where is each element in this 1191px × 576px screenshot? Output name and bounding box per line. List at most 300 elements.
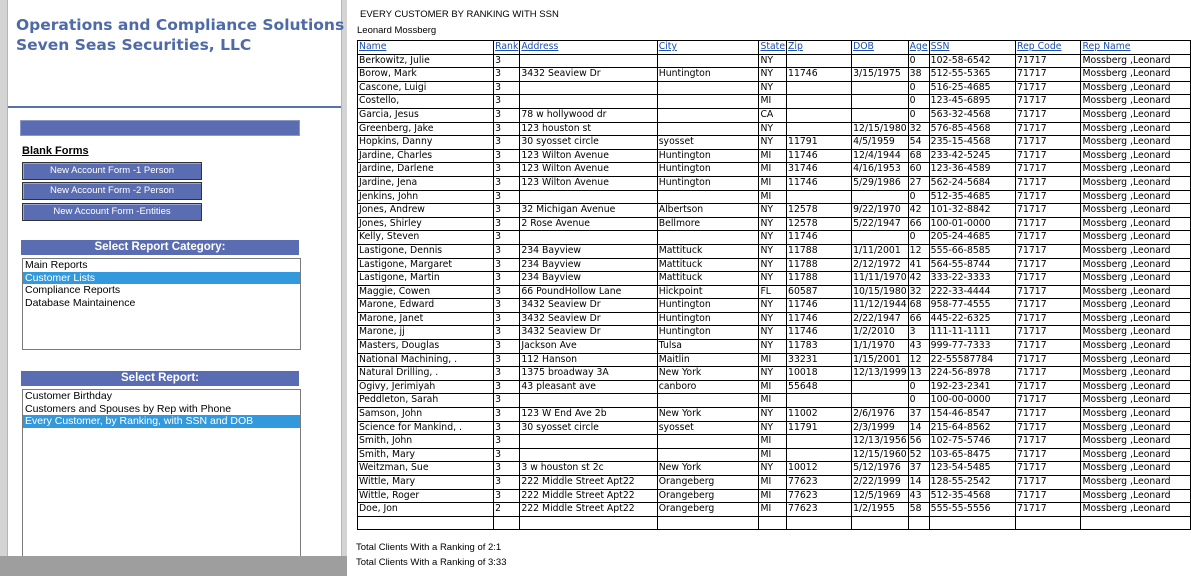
cell-rep-name: Mossberg ,Leonard (1081, 68, 1191, 82)
table-row (358, 353, 1191, 367)
cell-zip: 11791 (787, 136, 852, 150)
cell-state: NY (759, 244, 787, 258)
app-title-line2: Seven Seas Securities, LLC (16, 36, 252, 54)
cell-rank: 3 (494, 149, 520, 163)
cell-rep-code: 71717 (1016, 421, 1081, 435)
cell-dob: 9/22/1970 (852, 204, 909, 218)
cell-rank: 3 (494, 326, 520, 340)
table-row (358, 408, 1191, 422)
table-row (358, 95, 1191, 109)
cell-zip: 11746 (787, 299, 852, 313)
select-report-heading: Select Report: (21, 371, 299, 386)
cell-dob: 4/5/1959 (852, 136, 909, 150)
cell-state: MI (759, 176, 787, 190)
cell-address (520, 190, 657, 204)
cell-rep-name: Mossberg ,Leonard (1081, 190, 1191, 204)
cell-ssn: 512-35-4685 (929, 190, 1015, 204)
cell-name: Marone, jj (358, 326, 494, 340)
cell-age: 32 (908, 285, 929, 299)
cell-ssn: 205-24-4685 (929, 231, 1015, 245)
cell-name (358, 516, 494, 530)
cell-city: Orangeberg (657, 503, 759, 517)
cell-dob: 2/6/1976 (852, 408, 909, 422)
cell-dob: 12/5/1969 (852, 489, 909, 503)
cell-rank: 3 (494, 476, 520, 490)
cell-age: 68 (908, 149, 929, 163)
cell-dob (852, 54, 909, 68)
cell-name: Masters, Douglas (358, 340, 494, 354)
col-header-name[interactable]: Name (358, 41, 494, 55)
cell-rep-name (1081, 516, 1191, 530)
cell-name: Jardine, Charles (358, 149, 494, 163)
total-rank-3: Total Clients With a Ranking of 3:33 (356, 557, 507, 568)
cell-rep-code: 71717 (1016, 340, 1081, 354)
cell-rank: 3 (494, 272, 520, 286)
cell-name: Costello, (358, 95, 494, 109)
cell-dob: 12/4/1944 (852, 149, 909, 163)
cell-ssn: 512-35-4568 (929, 489, 1015, 503)
cell-state: NY (759, 408, 787, 422)
cell-dob: 5/22/1947 (852, 217, 909, 231)
cell-state: MI (759, 489, 787, 503)
cell-address: 1375 broadway 3A (520, 367, 657, 381)
cell-rep-name: Mossberg ,Leonard (1081, 503, 1191, 517)
cell-zip: 11746 (787, 231, 852, 245)
col-header-state[interactable]: State (759, 41, 787, 55)
cell-rep-name: Mossberg ,Leonard (1081, 312, 1191, 326)
cell-name: Jones, Shirley (358, 217, 494, 231)
cell-city: Tulsa (657, 340, 759, 354)
table-row (358, 312, 1191, 326)
cell-city: canboro (657, 380, 759, 394)
cell-rep-code: 71717 (1016, 136, 1081, 150)
report-panel (347, 0, 1191, 576)
cell-city: Orangeberg (657, 489, 759, 503)
cell-rep-code: 71717 (1016, 81, 1081, 95)
cell-rank: 3 (494, 408, 520, 422)
cell-city: Mattituck (657, 244, 759, 258)
cell-dob: 1/2/1955 (852, 503, 909, 517)
cell-rank: 3 (494, 435, 520, 449)
cell-ssn: 224-56-8978 (929, 367, 1015, 381)
cell-name: Jardine, Darlene (358, 163, 494, 177)
cell-state: NY (759, 204, 787, 218)
cell-rep-name: Mossberg ,Leonard (1081, 408, 1191, 422)
cell-ssn: 233-42-5245 (929, 149, 1015, 163)
table-row (358, 68, 1191, 82)
cell-age: 58 (908, 503, 929, 517)
cell-age: 43 (908, 340, 929, 354)
cell-ssn: 512-55-5365 (929, 68, 1015, 82)
total-rank-2: Total Clients With a Ranking of 2:1 (356, 542, 502, 553)
cell-ssn: 22-55587784 (929, 353, 1015, 367)
cell-rank: 3 (494, 68, 520, 82)
cell-rank: 3 (494, 122, 520, 136)
cell-rep-name: Mossberg ,Leonard (1081, 54, 1191, 68)
cell-state: CA (759, 108, 787, 122)
cell-name: Lastigone, Dennis (358, 244, 494, 258)
cell-dob: 3/15/1975 (852, 68, 909, 82)
cell-age: 42 (908, 272, 929, 286)
cell-state: NY (759, 367, 787, 381)
cell-dob: 10/15/1980 (852, 285, 909, 299)
cell-state: MI (759, 163, 787, 177)
cell-ssn: 102-58-6542 (929, 54, 1015, 68)
cell-name: Hopkins, Danny (358, 136, 494, 150)
cell-ssn: 103-65-8475 (929, 448, 1015, 462)
cell-address: 222 Middle Street Apt22 (520, 476, 657, 490)
cell-dob: 1/1/1970 (852, 340, 909, 354)
table-row (358, 476, 1191, 490)
left-footer-strip (0, 556, 347, 576)
cell-state: NY (759, 258, 787, 272)
cell-zip: 31746 (787, 163, 852, 177)
cell-ssn (929, 516, 1015, 530)
cell-rank: 3 (494, 136, 520, 150)
cell-age: 43 (908, 489, 929, 503)
cell-city: Huntington (657, 299, 759, 313)
cell-state: MI (759, 190, 787, 204)
cell-rep-name: Mossberg ,Leonard (1081, 285, 1191, 299)
col-header-ssn[interactable]: SSN (929, 41, 1015, 55)
cell-rep-name: Mossberg ,Leonard (1081, 122, 1191, 136)
col-header-dob[interactable]: DOB (852, 41, 909, 55)
cell-rank: 3 (494, 489, 520, 503)
cell-zip (787, 394, 852, 408)
cell-age: 14 (908, 421, 929, 435)
cell-rep-name: Mossberg ,Leonard (1081, 462, 1191, 476)
cell-rank: 3 (494, 340, 520, 354)
cell-dob: 4/16/1953 (852, 163, 909, 177)
cell-zip (787, 54, 852, 68)
cell-state: MI (759, 380, 787, 394)
cell-rank: 3 (494, 108, 520, 122)
col-header-city[interactable]: City (657, 41, 759, 55)
cell-address: 234 Bayview (520, 272, 657, 286)
cell-rank: 3 (494, 258, 520, 272)
cell-city (657, 435, 759, 449)
new-account-2-person-button[interactable]: New Account Form -2 Person (22, 182, 202, 200)
cell-dob: 2/3/1999 (852, 421, 909, 435)
cell-address: 234 Bayview (520, 244, 657, 258)
cell-dob (852, 81, 909, 95)
cell-dob: 11/11/1970 (852, 272, 909, 286)
cell-name: Wittle, Roger (358, 489, 494, 503)
cell-city (657, 190, 759, 204)
cell-ssn: 555-55-5556 (929, 503, 1015, 517)
cell-rep-code: 71717 (1016, 272, 1081, 286)
cell-address: 222 Middle Street Apt22 (520, 489, 657, 503)
cell-age: 0 (908, 95, 929, 109)
category-option-main-reports[interactable]: Main Reports (25, 259, 88, 271)
cell-age: 3 (908, 326, 929, 340)
cell-rep-name: Mossberg ,Leonard (1081, 380, 1191, 394)
cell-address: 3 w houston st 2c (520, 462, 657, 476)
cell-age: 37 (908, 408, 929, 422)
cell-dob: 2/22/1999 (852, 476, 909, 490)
cell-zip: 60587 (787, 285, 852, 299)
cell-zip (787, 81, 852, 95)
table-row (358, 149, 1191, 163)
report-option-customer-birthday[interactable]: Customer Birthday (25, 390, 112, 402)
cell-city: Bellmore (657, 217, 759, 231)
cell-rank: 2 (494, 503, 520, 517)
cell-ssn: 192-23-2341 (929, 380, 1015, 394)
cell-rep-name: Mossberg ,Leonard (1081, 299, 1191, 313)
cell-state: MI (759, 435, 787, 449)
cell-rep-name: Mossberg ,Leonard (1081, 272, 1191, 286)
cell-state: NY (759, 54, 787, 68)
cell-rep-code: 71717 (1016, 244, 1081, 258)
cell-city: Huntington (657, 326, 759, 340)
cell-rep-name: Mossberg ,Leonard (1081, 421, 1191, 435)
cell-address (520, 516, 657, 530)
cell-rep-name: Mossberg ,Leonard (1081, 204, 1191, 218)
col-header-rep-name[interactable]: Rep Name (1081, 41, 1191, 55)
category-option-database-maintenance[interactable]: Database Maintainence (25, 296, 136, 309)
cell-zip: 11788 (787, 272, 852, 286)
cell-rep-code: 71717 (1016, 448, 1081, 462)
cell-city: New York (657, 367, 759, 381)
cell-rep-name: Mossberg ,Leonard (1081, 367, 1191, 381)
cell-name: Peddleton, Sarah (358, 394, 494, 408)
cell-address: 78 w hollywood dr (520, 108, 657, 122)
cell-city: Orangeberg (657, 476, 759, 490)
cell-ssn: 111-11-1111 (929, 326, 1015, 340)
cell-ssn: 562-24-5684 (929, 176, 1015, 190)
cell-ssn: 123-54-5485 (929, 462, 1015, 476)
cell-address: 123 Wilton Avenue (520, 176, 657, 190)
cell-name: Doe, Jon (358, 503, 494, 517)
cell-rank: 3 (494, 394, 520, 408)
cell-address: 3432 Seaview Dr (520, 299, 657, 313)
left-panel (0, 0, 347, 576)
cell-ssn: 101-32-8842 (929, 204, 1015, 218)
cell-age: 14 (908, 476, 929, 490)
cell-name: Greenberg, Jake (358, 122, 494, 136)
cell-zip: 11783 (787, 340, 852, 354)
cell-ssn: 555-66-8585 (929, 244, 1015, 258)
cell-state: MI (759, 95, 787, 109)
cell-name: Kelly, Steven (358, 231, 494, 245)
cell-dob: 2/12/1972 (852, 258, 909, 272)
cell-state: MI (759, 448, 787, 462)
cell-rep-code: 71717 (1016, 149, 1081, 163)
cell-state: FL (759, 285, 787, 299)
cell-rep-code (1016, 516, 1081, 530)
table-row (358, 244, 1191, 258)
report-list[interactable] (22, 389, 301, 557)
cell-name: Borow, Mark (358, 68, 494, 82)
cell-zip: 11746 (787, 68, 852, 82)
cell-dob: 11/12/1944 (852, 299, 909, 313)
cell-age: 0 (908, 108, 929, 122)
new-account-entities-button[interactable]: New Account Form -Entities (22, 203, 202, 221)
cell-state: MI (759, 476, 787, 490)
cell-rep-code: 71717 (1016, 489, 1081, 503)
cell-rank: 3 (494, 244, 520, 258)
cell-address: 30 syosset circle (520, 421, 657, 435)
cell-rep-code: 71717 (1016, 312, 1081, 326)
col-header-age[interactable]: Age (908, 41, 929, 55)
table-row (358, 81, 1191, 95)
cell-name: Garcia, Jesus (358, 108, 494, 122)
cell-address (520, 54, 657, 68)
cell-rank: 3 (494, 421, 520, 435)
cell-rank: 3 (494, 54, 520, 68)
cell-age: 0 (908, 231, 929, 245)
cell-rank: 3 (494, 81, 520, 95)
col-header-rep-code[interactable]: Rep Code (1016, 41, 1081, 55)
report-category-list[interactable] (22, 258, 301, 350)
cell-rank: 3 (494, 190, 520, 204)
cell-zip: 33231 (787, 353, 852, 367)
cell-rank: 3 (494, 163, 520, 177)
cell-rep-code: 71717 (1016, 435, 1081, 449)
table-row (358, 272, 1191, 286)
cell-age: 0 (908, 81, 929, 95)
cell-zip: 11788 (787, 244, 852, 258)
cell-age: 38 (908, 68, 929, 82)
cell-state: NY (759, 340, 787, 354)
cell-city: Hickpoint (657, 285, 759, 299)
cell-city: Mattituck (657, 272, 759, 286)
cell-age: 0 (908, 380, 929, 394)
cell-name: Smith, Mary (358, 448, 494, 462)
cell-dob (852, 231, 909, 245)
col-header-address[interactable]: Address (520, 41, 657, 55)
cell-ssn: 999-77-7333 (929, 340, 1015, 354)
table-row (358, 231, 1191, 245)
cell-rep-name: Mossberg ,Leonard (1081, 81, 1191, 95)
cell-ssn: 123-36-4589 (929, 163, 1015, 177)
cell-state: MI (759, 149, 787, 163)
cell-ssn: 563-32-4568 (929, 108, 1015, 122)
cell-age: 54 (908, 136, 929, 150)
cell-dob (852, 394, 909, 408)
cell-zip (787, 122, 852, 136)
cell-rep-code: 71717 (1016, 285, 1081, 299)
cell-ssn: 154-46-8547 (929, 408, 1015, 422)
cell-name: Ogivy, Jerimiyah (358, 380, 494, 394)
cell-age: 66 (908, 217, 929, 231)
table-row (358, 516, 1191, 530)
cell-age: 12 (908, 244, 929, 258)
cell-rep-name: Mossberg ,Leonard (1081, 435, 1191, 449)
cell-address: 123 W End Ave 2b (520, 408, 657, 422)
cell-dob: 5/29/1986 (852, 176, 909, 190)
cell-rep-code: 71717 (1016, 217, 1081, 231)
cell-rep-code: 71717 (1016, 503, 1081, 517)
cell-rep-name: Mossberg ,Leonard (1081, 353, 1191, 367)
new-account-1-person-button[interactable]: New Account Form -1 Person (22, 162, 202, 180)
cell-name: Smith, John (358, 435, 494, 449)
col-header-zip[interactable]: Zip (787, 41, 852, 55)
cell-rep-name: Mossberg ,Leonard (1081, 136, 1191, 150)
cell-rep-code: 71717 (1016, 476, 1081, 490)
cell-address (520, 435, 657, 449)
cell-age: 37 (908, 462, 929, 476)
cell-zip: 10018 (787, 367, 852, 381)
cell-state: MI (759, 503, 787, 517)
cell-name: Lastigone, Margaret (358, 258, 494, 272)
nav-panel (7, 0, 345, 556)
cell-rep-code: 71717 (1016, 299, 1081, 313)
cell-rep-name: Mossberg ,Leonard (1081, 95, 1191, 109)
table-row (358, 122, 1191, 136)
cell-city (657, 448, 759, 462)
table-row (358, 448, 1191, 462)
cell-name: Wittle, Mary (358, 476, 494, 490)
cell-rep-code: 71717 (1016, 108, 1081, 122)
cell-rep-code: 71717 (1016, 462, 1081, 476)
blank-forms-heading: Blank Forms (22, 145, 89, 157)
cell-ssn: 100-01-0000 (929, 217, 1015, 231)
cell-zip (787, 448, 852, 462)
table-row (358, 380, 1191, 394)
report-option-every-customer[interactable]: Every Customer, by Ranking, with SSN and DOB (23, 415, 300, 428)
cell-city: Huntington (657, 176, 759, 190)
report-category-heading: Select Report Category: (21, 240, 299, 255)
table-row (358, 176, 1191, 190)
cell-address: 123 Wilton Avenue (520, 149, 657, 163)
cell-name: Natural Drilling, . (358, 367, 494, 381)
cell-name: Marone, Janet (358, 312, 494, 326)
cell-age: 0 (908, 190, 929, 204)
cell-age: 68 (908, 299, 929, 313)
cell-city (657, 231, 759, 245)
category-option-compliance-reports[interactable]: Compliance Reports (25, 284, 121, 296)
report-option-customers-spouses[interactable]: Customers and Spouses by Rep with Phone (25, 402, 232, 415)
cell-zip: 77623 (787, 489, 852, 503)
cell-dob: 1/15/2001 (852, 353, 909, 367)
cell-dob: 1/11/2001 (852, 244, 909, 258)
cell-zip: 10012 (787, 462, 852, 476)
cell-rank: 3 (494, 299, 520, 313)
cell-zip (787, 435, 852, 449)
cell-city: syosset (657, 136, 759, 150)
cell-rep-code: 71717 (1016, 258, 1081, 272)
cell-rank: 3 (494, 204, 520, 218)
cell-rank: 3 (494, 95, 520, 109)
cell-rep-name: Mossberg ,Leonard (1081, 163, 1191, 177)
cell-rep-name: Mossberg ,Leonard (1081, 108, 1191, 122)
col-header-rank[interactable]: Rank (494, 41, 520, 55)
cell-name: Jardine, Jena (358, 176, 494, 190)
cell-address: 112 Hanson (520, 353, 657, 367)
cell-address (520, 448, 657, 462)
cell-age: 52 (908, 448, 929, 462)
cell-dob: 12/15/1980 (852, 122, 909, 136)
cell-name: Maggie, Cowen (358, 285, 494, 299)
cell-ssn: 564-55-8744 (929, 258, 1015, 272)
cell-age: 66 (908, 312, 929, 326)
cell-rep-name: Mossberg ,Leonard (1081, 394, 1191, 408)
cell-rank: 3 (494, 462, 520, 476)
cell-rep-code: 71717 (1016, 326, 1081, 340)
category-option-customer-lists[interactable]: Customer Lists (23, 272, 300, 285)
cell-state: NY (759, 462, 787, 476)
cell-state: NY (759, 136, 787, 150)
cell-state: MI (759, 394, 787, 408)
cell-rank: 3 (494, 217, 520, 231)
cell-age: 12 (908, 353, 929, 367)
cell-rep-code: 71717 (1016, 190, 1081, 204)
cell-city: New York (657, 462, 759, 476)
cell-rep-name: Mossberg ,Leonard (1081, 217, 1191, 231)
cell-city (657, 81, 759, 95)
cell-age: 0 (908, 54, 929, 68)
